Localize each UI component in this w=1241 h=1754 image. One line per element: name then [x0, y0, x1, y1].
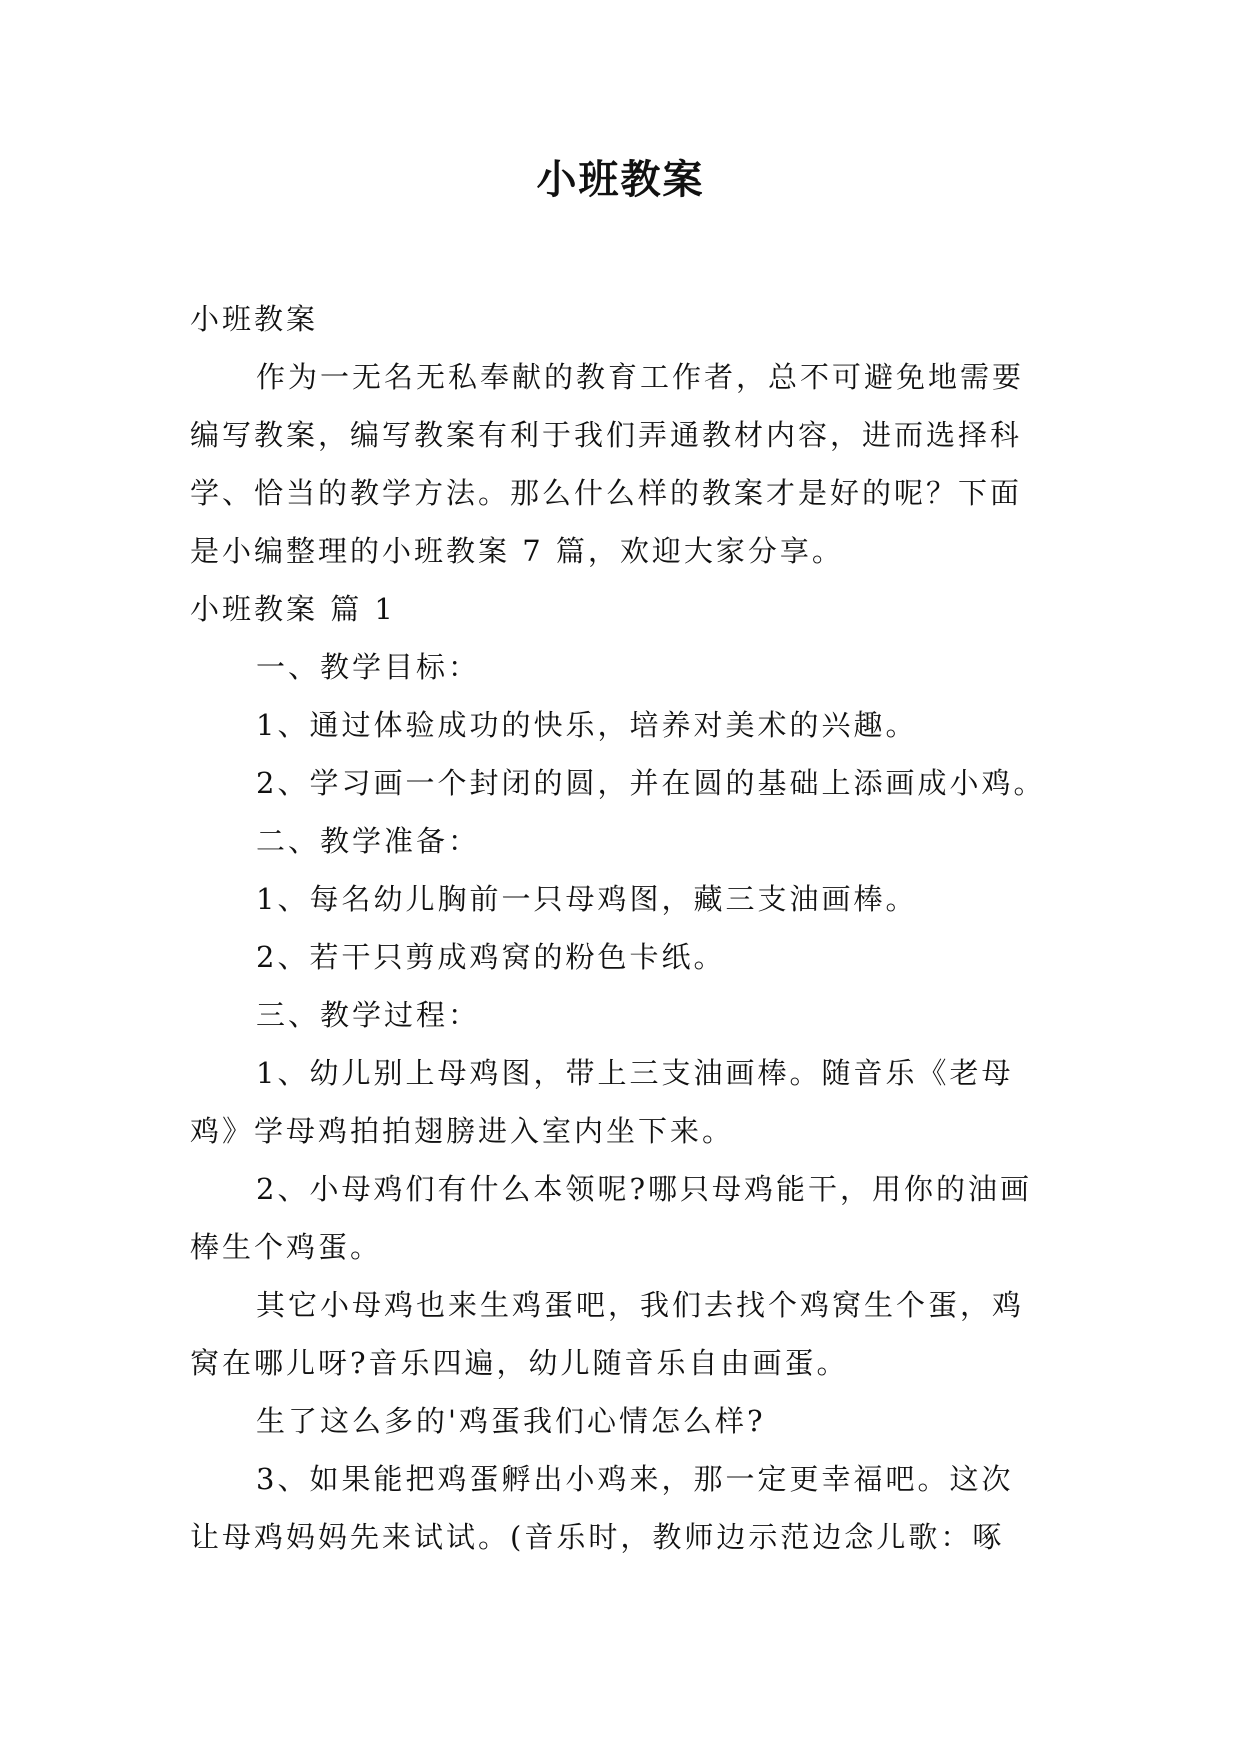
text-line: 1、幼儿别上母鸡图，带上三支油画棒。随音乐《老母	[256, 1056, 1014, 1090]
text-line: 生了这么多的'鸡蛋我们心情怎么样?	[256, 1404, 766, 1438]
text-line: 是小编整理的小班教案 7 篇，欢迎大家分享。	[190, 534, 844, 568]
text-line: 二、教学准备：	[256, 824, 481, 858]
text-line: 三、教学过程：	[256, 998, 481, 1032]
text-line: 让母鸡妈妈先来试试。(音乐时，教师边示范边念儿歌：啄	[190, 1520, 1005, 1554]
document-body	[190, 290, 1070, 1566]
section-heading: 小班教案 篇 1	[190, 592, 396, 626]
text-line: 1、通过体验成功的快乐，培养对美术的兴趣。	[256, 708, 918, 742]
text-line: 学、恰当的教学方法。那么什么样的教案才是好的呢？下面	[190, 476, 1023, 510]
text-line: 2、若干只剪成鸡窝的粉色卡纸。	[256, 940, 726, 974]
text-line: 其它小母鸡也来生鸡蛋吧，我们去找个鸡窝生个蛋，鸡	[256, 1288, 1025, 1322]
text-line: 1、每名幼儿胸前一只母鸡图，藏三支油画棒。	[256, 882, 918, 916]
text-line: 窝在哪儿呀?音乐四遍，幼儿随音乐自由画蛋。	[190, 1346, 849, 1380]
text-line: 棒生个鸡蛋。	[190, 1230, 383, 1264]
text-line: 小班教案	[190, 302, 319, 336]
text-line: 作为一无名无私奉献的教育工作者，总不可避免地需要	[256, 360, 1025, 394]
text-line: 鸡》学母鸡拍拍翅膀进入室内坐下来。	[190, 1114, 735, 1148]
text-line: 编写教案，编写教案有利于我们弄通教材内容，进而选择科	[190, 418, 1023, 452]
document-title: 小班教案	[536, 157, 705, 203]
text-line: 2、学习画一个封闭的圆，并在圆的基础上添画成小鸡。	[256, 766, 1046, 800]
text-line: 一、教学目标：	[256, 650, 481, 684]
text-line: 3、如果能把鸡蛋孵出小鸡来，那一定更幸福吧。这次	[256, 1462, 1014, 1496]
text-line: 2、小母鸡们有什么本领呢?哪只母鸡能干，用你的油画	[256, 1172, 1032, 1206]
